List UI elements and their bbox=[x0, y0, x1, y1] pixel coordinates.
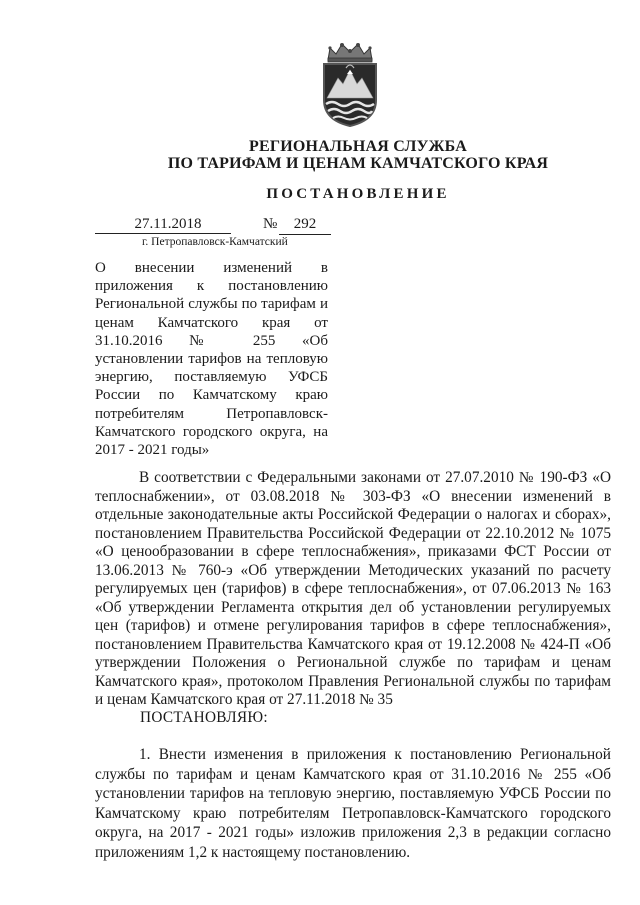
document-number: 292 bbox=[279, 216, 331, 235]
document-date: 27.11.2018 bbox=[95, 216, 231, 234]
shield-icon bbox=[324, 64, 376, 126]
agency-name-line-2: ПО ТАРИФАМ И ЦЕНАМ КАМЧАТСКОГО КРАЯ bbox=[167, 155, 549, 172]
document-subject: О внесении изменений в приложения к постановлению Региональной службы по тарифам и ценам Камчатского края от 31.10.2016 № 255 «Об установлении тарифов на тепловую энергию, поставляемую УФСБ России по Камчатскому краю потребителям Петропавловск-Камчатского городского округа, на 2017 - 2021 годы» bbox=[95, 260, 328, 459]
decree-point-1: 1. Внести изменения в приложения к постановлению Региональной службы по тарифам и ценам Камчатского края от 31.10.2016 № 255 «Об установлении тарифов на тепловую энергию, поставляемую УФСБ России по Камчатскому краю потребителям Петропавловск-Камчатского городского округа, на 2017 - 2021 годы» изложив приложения 2,3 в редакции согласно приложениям 1,2 к настоящему постановлению. bbox=[95, 746, 611, 861]
place-of-issue: г. Петропавловск-Камчатский bbox=[142, 236, 288, 248]
date-number-line bbox=[95, 216, 345, 236]
document-type-title: ПОСТАНОВЛЕНИЕ bbox=[266, 186, 450, 202]
decree-word: ПОСТАНОВЛЯЮ: bbox=[140, 709, 268, 726]
crown-icon bbox=[328, 43, 372, 62]
coat-of-arms-icon bbox=[318, 40, 382, 128]
number-sign: № bbox=[263, 216, 278, 232]
preamble-paragraph: В соответствии с Федеральными законами от 27.07.2010 № 190-ФЗ «О теплоснабжении», от 03.08.2018 № 303-ФЗ «О внесении изменений в отдельные законодательные акты Российской Федерации о налогах и сборах», постановлением Правительства Российской Федерации от 22.10.2012 № 1075 «О ценообразовании в сфере теплоснабжения», приказами ФСТ России от 13.06.2013 № 760-э «Об утверждении Методических указаний по расчету регулируемых цен (тарифов) в сфере теплоснабжения», от 07.06.2013 № 163 «Об утверждении Регламента открытия дел об установлении регулируемых цен (тарифов) и отмене регулирования тарифов в сфере теплоснабжения», постановлением Правительства Камчатского края от 19.12.2008 № 424-П «Об утверждении Положения о Региональной службе по тарифам и ценам Камчатского края», протоколом Правления Региональной службы по тарифам и ценам Камчатского края от 27.11.2018 № 35 bbox=[95, 469, 611, 708]
agency-name-line-1: РЕГИОНАЛЬНАЯ СЛУЖБА bbox=[249, 138, 467, 155]
